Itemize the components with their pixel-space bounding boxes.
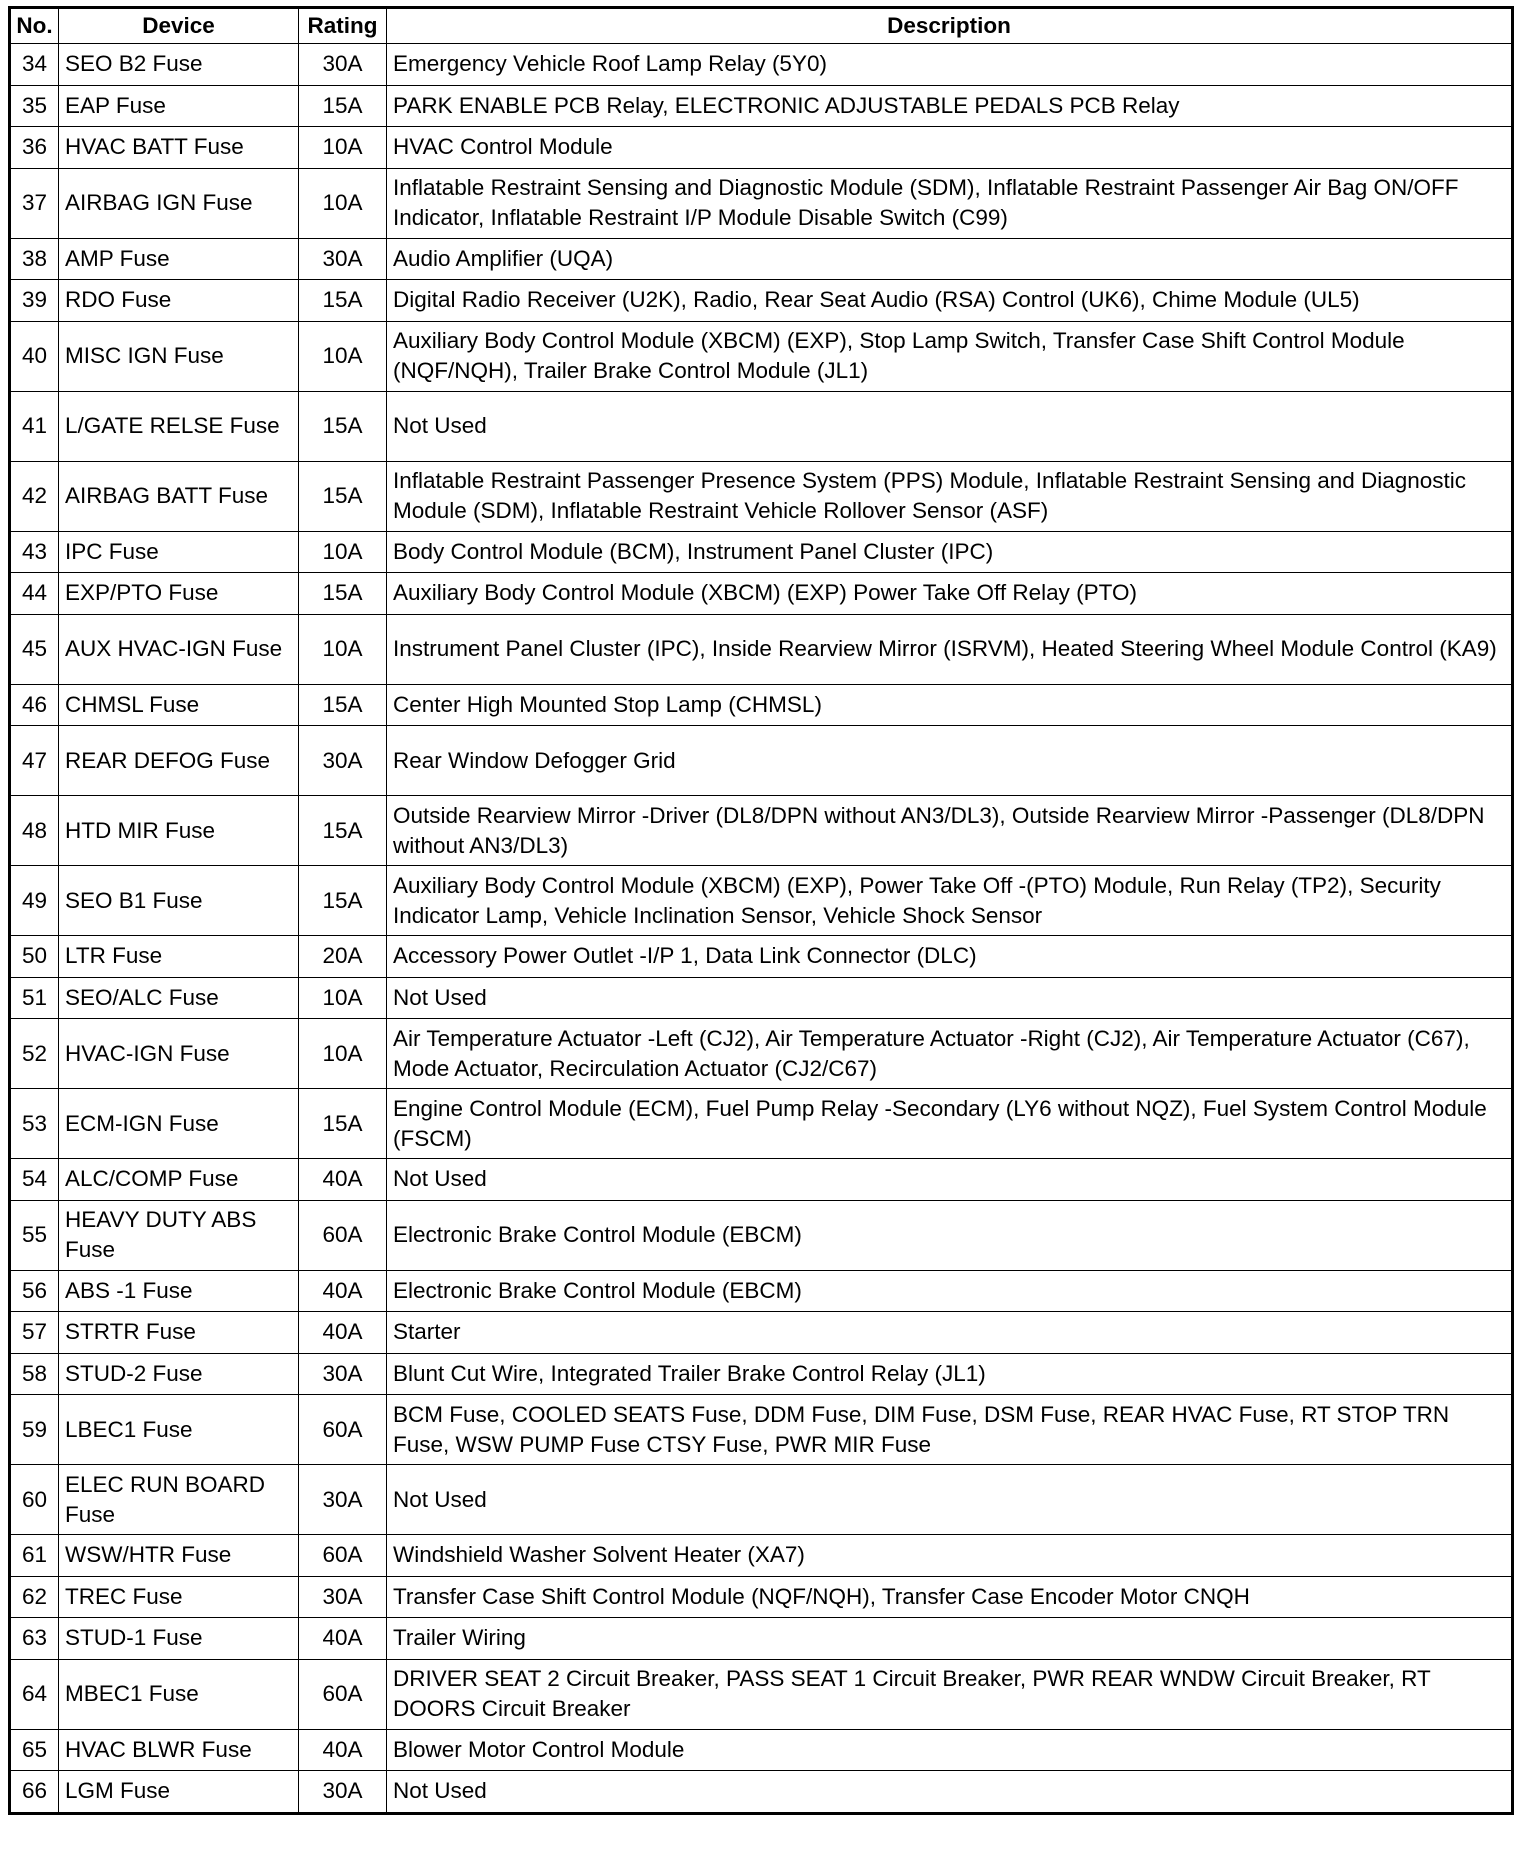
cell-rating: 40A	[299, 1270, 387, 1312]
cell-rating: 30A	[299, 1465, 387, 1535]
table-row	[10, 127, 1513, 169]
table-row	[10, 1618, 1513, 1660]
table-row	[10, 1353, 1513, 1395]
cell-no: 37	[10, 168, 59, 238]
cell-device: ABS -1 Fuse	[59, 1270, 299, 1312]
cell-no: 44	[10, 573, 59, 615]
cell-description: BCM Fuse, COOLED SEATS Fuse, DDM Fuse, DIM Fuse, DSM Fuse, REAR HVAC Fuse, RT STOP TRN Fuse, WSW PUMP Fuse CTSY Fuse, PWR MIR Fuse	[387, 1395, 1513, 1465]
cell-rating: 30A	[299, 238, 387, 280]
cell-description: Transfer Case Shift Control Module (NQF/NQH), Transfer Case Encoder Motor CNQH	[387, 1576, 1513, 1618]
cell-rating: 15A	[299, 796, 387, 866]
cell-rating: 30A	[299, 1576, 387, 1618]
cell-no: 53	[10, 1089, 59, 1159]
table-row	[10, 280, 1513, 322]
cell-no: 43	[10, 531, 59, 573]
cell-device: AIRBAG IGN Fuse	[59, 168, 299, 238]
table-row	[10, 85, 1513, 127]
cell-rating: 60A	[299, 1535, 387, 1577]
cell-description: Blower Motor Control Module	[387, 1729, 1513, 1771]
table-row	[10, 1659, 1513, 1729]
cell-description: Inflatable Restraint Sensing and Diagnostic Module (SDM), Inflatable Restraint Passenger Air Bag ON/OFF Indicator, Inflatable Restraint I/P Module Disable Switch (C99)	[387, 168, 1513, 238]
cell-description: Auxiliary Body Control Module (XBCM) (EXP), Stop Lamp Switch, Transfer Case Shift Control Module (NQF/NQH), Trailer Brake Control Module (JL1)	[387, 321, 1513, 391]
cell-rating: 10A	[299, 614, 387, 684]
table-row	[10, 321, 1513, 391]
table-row	[10, 1576, 1513, 1618]
cell-device: EAP Fuse	[59, 85, 299, 127]
header-description: Description	[387, 8, 1513, 44]
cell-no: 46	[10, 684, 59, 726]
cell-rating: 15A	[299, 391, 387, 461]
cell-description: Not Used	[387, 391, 1513, 461]
table-row	[10, 1312, 1513, 1354]
cell-device: AMP Fuse	[59, 238, 299, 280]
cell-no: 60	[10, 1465, 59, 1535]
cell-device: STUD-1 Fuse	[59, 1618, 299, 1660]
table-row	[10, 1200, 1513, 1270]
cell-rating: 60A	[299, 1395, 387, 1465]
cell-no: 63	[10, 1618, 59, 1660]
table-row	[10, 238, 1513, 280]
cell-device: SEO B2 Fuse	[59, 44, 299, 86]
table-row	[10, 1089, 1513, 1159]
cell-no: 64	[10, 1659, 59, 1729]
cell-rating: 15A	[299, 461, 387, 531]
cell-device: RDO Fuse	[59, 280, 299, 322]
cell-device: L/GATE RELSE Fuse	[59, 391, 299, 461]
cell-rating: 15A	[299, 684, 387, 726]
cell-rating: 30A	[299, 44, 387, 86]
cell-description: Digital Radio Receiver (U2K), Radio, Rear Seat Audio (RSA) Control (UK6), Chime Module (UL5)	[387, 280, 1513, 322]
cell-rating: 10A	[299, 127, 387, 169]
table-row	[10, 1535, 1513, 1577]
cell-description: PARK ENABLE PCB Relay, ELECTRONIC ADJUSTABLE PEDALS PCB Relay	[387, 85, 1513, 127]
header-rating: Rating	[299, 8, 387, 44]
table-row	[10, 684, 1513, 726]
cell-description: Air Temperature Actuator -Left (CJ2), Air Temperature Actuator -Right (CJ2), Air Temperature Actuator (C67), Mode Actuator, Recirculation Actuator (CJ2/C67)	[387, 1019, 1513, 1089]
cell-description: Center High Mounted Stop Lamp (CHMSL)	[387, 684, 1513, 726]
cell-rating: 10A	[299, 531, 387, 573]
table-row	[10, 44, 1513, 86]
header-row	[10, 8, 1513, 44]
cell-no: 47	[10, 726, 59, 796]
cell-rating: 40A	[299, 1159, 387, 1201]
cell-no: 66	[10, 1771, 59, 1814]
cell-no: 49	[10, 866, 59, 936]
cell-device: MBEC1 Fuse	[59, 1659, 299, 1729]
cell-rating: 60A	[299, 1659, 387, 1729]
cell-rating: 15A	[299, 1089, 387, 1159]
cell-rating: 40A	[299, 1729, 387, 1771]
cell-device: ELEC RUN BOARD Fuse	[59, 1465, 299, 1535]
table-row	[10, 573, 1513, 615]
cell-no: 54	[10, 1159, 59, 1201]
cell-device: WSW/HTR Fuse	[59, 1535, 299, 1577]
cell-rating: 10A	[299, 1019, 387, 1089]
cell-description: Not Used	[387, 1771, 1513, 1814]
table-row	[10, 866, 1513, 936]
cell-no: 38	[10, 238, 59, 280]
cell-description: Emergency Vehicle Roof Lamp Relay (5Y0)	[387, 44, 1513, 86]
cell-description: Not Used	[387, 1159, 1513, 1201]
cell-device: HVAC BATT Fuse	[59, 127, 299, 169]
cell-no: 61	[10, 1535, 59, 1577]
cell-no: 51	[10, 977, 59, 1019]
table-row	[10, 531, 1513, 573]
cell-description: Body Control Module (BCM), Instrument Panel Cluster (IPC)	[387, 531, 1513, 573]
cell-device: MISC IGN Fuse	[59, 321, 299, 391]
cell-device: TREC Fuse	[59, 1576, 299, 1618]
cell-device: REAR DEFOG Fuse	[59, 726, 299, 796]
cell-no: 65	[10, 1729, 59, 1771]
table-row	[10, 1465, 1513, 1535]
cell-description: Auxiliary Body Control Module (XBCM) (EXP) Power Take Off Relay (PTO)	[387, 573, 1513, 615]
cell-no: 41	[10, 391, 59, 461]
cell-device: IPC Fuse	[59, 531, 299, 573]
cell-device: EXP/PTO Fuse	[59, 573, 299, 615]
cell-no: 57	[10, 1312, 59, 1354]
cell-device: SEO/ALC Fuse	[59, 977, 299, 1019]
cell-description: Inflatable Restraint Passenger Presence System (PPS) Module, Inflatable Restraint Sensing and Diagnostic Module (SDM), Inflatable Restraint Vehicle Rollover Sensor (ASF)	[387, 461, 1513, 531]
table-row	[10, 936, 1513, 978]
table-row	[10, 1771, 1513, 1814]
table-row	[10, 1019, 1513, 1089]
table-row	[10, 1729, 1513, 1771]
cell-device: HVAC-IGN Fuse	[59, 1019, 299, 1089]
cell-no: 40	[10, 321, 59, 391]
cell-no: 42	[10, 461, 59, 531]
cell-rating: 10A	[299, 321, 387, 391]
cell-device: HEAVY DUTY ABS Fuse	[59, 1200, 299, 1270]
header-device: Device	[59, 8, 299, 44]
cell-device: ECM-IGN Fuse	[59, 1089, 299, 1159]
table-row	[10, 726, 1513, 796]
cell-no: 35	[10, 85, 59, 127]
cell-rating: 40A	[299, 1618, 387, 1660]
table-row	[10, 796, 1513, 866]
cell-description: Not Used	[387, 977, 1513, 1019]
table-row	[10, 614, 1513, 684]
table-row	[10, 168, 1513, 238]
cell-device: LBEC1 Fuse	[59, 1395, 299, 1465]
cell-rating: 30A	[299, 1771, 387, 1814]
cell-no: 50	[10, 936, 59, 978]
cell-description: Trailer Wiring	[387, 1618, 1513, 1660]
cell-rating: 10A	[299, 977, 387, 1019]
table-row	[10, 1159, 1513, 1201]
cell-description: Audio Amplifier (UQA)	[387, 238, 1513, 280]
table-row	[10, 1395, 1513, 1465]
cell-description: Starter	[387, 1312, 1513, 1354]
cell-description: DRIVER SEAT 2 Circuit Breaker, PASS SEAT 1 Circuit Breaker, PWR REAR WNDW Circuit Breaker, RT DOORS Circuit Breaker	[387, 1659, 1513, 1729]
cell-rating: 60A	[299, 1200, 387, 1270]
cell-description: Rear Window Defogger Grid	[387, 726, 1513, 796]
cell-rating: 20A	[299, 936, 387, 978]
cell-no: 39	[10, 280, 59, 322]
cell-device: LTR Fuse	[59, 936, 299, 978]
cell-description: Instrument Panel Cluster (IPC), Inside Rearview Mirror (ISRVM), Heated Steering Wheel Module Control (KA9)	[387, 614, 1513, 684]
cell-rating: 15A	[299, 573, 387, 615]
cell-description: Electronic Brake Control Module (EBCM)	[387, 1270, 1513, 1312]
cell-no: 52	[10, 1019, 59, 1089]
cell-description: HVAC Control Module	[387, 127, 1513, 169]
table-row	[10, 391, 1513, 461]
cell-device: ALC/COMP Fuse	[59, 1159, 299, 1201]
cell-rating: 30A	[299, 1353, 387, 1395]
cell-rating: 15A	[299, 85, 387, 127]
cell-rating: 40A	[299, 1312, 387, 1354]
cell-description: Not Used	[387, 1465, 1513, 1535]
cell-device: AUX HVAC-IGN Fuse	[59, 614, 299, 684]
cell-description: Accessory Power Outlet -I/P 1, Data Link Connector (DLC)	[387, 936, 1513, 978]
cell-no: 58	[10, 1353, 59, 1395]
cell-device: LGM Fuse	[59, 1771, 299, 1814]
cell-rating: 15A	[299, 280, 387, 322]
cell-rating: 15A	[299, 866, 387, 936]
cell-rating: 30A	[299, 726, 387, 796]
cell-description: Windshield Washer Solvent Heater (XA7)	[387, 1535, 1513, 1577]
table-row	[10, 461, 1513, 531]
cell-device: HVAC BLWR Fuse	[59, 1729, 299, 1771]
cell-device: CHMSL Fuse	[59, 684, 299, 726]
cell-description: Engine Control Module (ECM), Fuel Pump Relay -Secondary (LY6 without NQZ), Fuel System Control Module (FSCM)	[387, 1089, 1513, 1159]
cell-description: Blunt Cut Wire, Integrated Trailer Brake Control Relay (JL1)	[387, 1353, 1513, 1395]
table-row	[10, 1270, 1513, 1312]
cell-no: 59	[10, 1395, 59, 1465]
cell-description: Electronic Brake Control Module (EBCM)	[387, 1200, 1513, 1270]
cell-rating: 10A	[299, 168, 387, 238]
cell-no: 55	[10, 1200, 59, 1270]
cell-device: STUD-2 Fuse	[59, 1353, 299, 1395]
cell-device: SEO B1 Fuse	[59, 866, 299, 936]
cell-device: AIRBAG BATT Fuse	[59, 461, 299, 531]
cell-no: 36	[10, 127, 59, 169]
cell-no: 62	[10, 1576, 59, 1618]
cell-no: 56	[10, 1270, 59, 1312]
cell-no: 48	[10, 796, 59, 866]
cell-description: Auxiliary Body Control Module (XBCM) (EXP), Power Take Off -(PTO) Module, Run Relay (TP2), Security Indicator Lamp, Vehicle Inclination Sensor, Vehicle Shock Sensor	[387, 866, 1513, 936]
cell-no: 45	[10, 614, 59, 684]
table-row	[10, 977, 1513, 1019]
cell-device: STRTR Fuse	[59, 1312, 299, 1354]
cell-description: Outside Rearview Mirror -Driver (DL8/DPN without AN3/DL3), Outside Rearview Mirror -Passenger (DL8/DPN without AN3/DL3)	[387, 796, 1513, 866]
header-no: No.	[10, 8, 59, 44]
cell-device: HTD MIR Fuse	[59, 796, 299, 866]
cell-no: 34	[10, 44, 59, 86]
fuse-table	[8, 6, 1514, 1815]
